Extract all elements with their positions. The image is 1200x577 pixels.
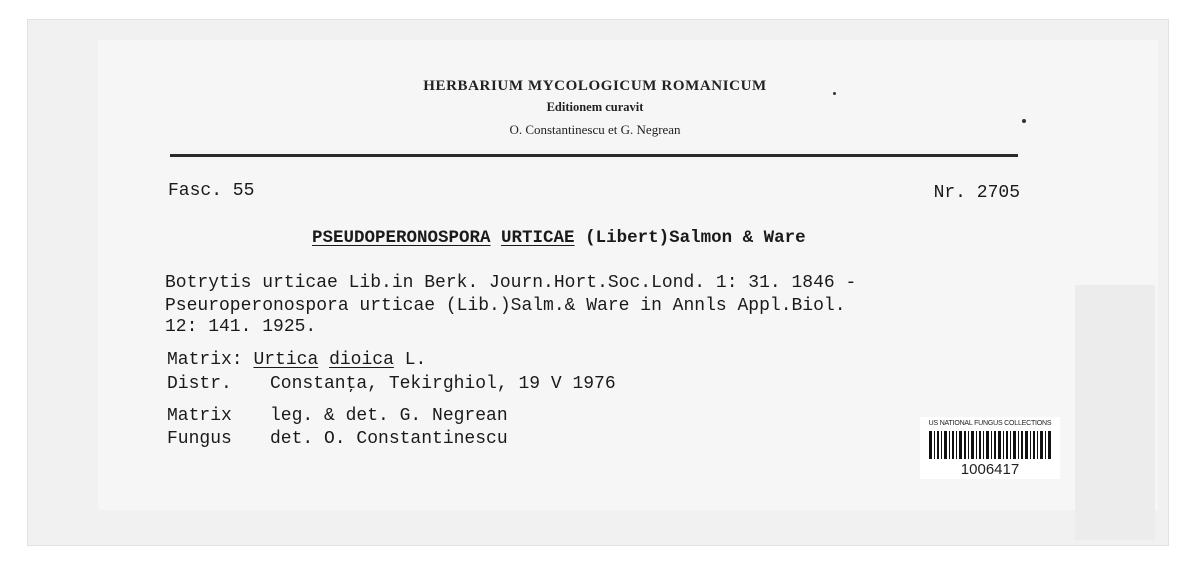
- sheet-edge-strip: [1075, 285, 1155, 540]
- matrix-author: L.: [404, 350, 427, 370]
- barcode-caption: US NATIONAL FUNGUS COLLECTIONS: [928, 420, 1052, 427]
- header-divider: [170, 154, 1018, 157]
- fungus-determiner-value: det. O. Constantinescu: [270, 429, 508, 449]
- matrix-genus: Urtica: [253, 350, 319, 370]
- speck: [1022, 119, 1026, 123]
- taxon-genus: PSEUDOPERONOSPORA: [312, 228, 491, 248]
- distribution-line: [167, 374, 616, 394]
- fungus-determiner-label: Fungus: [167, 429, 232, 449]
- herbarium-editors: O. Constantinescu et G. Negrean: [509, 122, 681, 137]
- matrix-species: dioica: [329, 350, 394, 370]
- barcode-icon: [929, 431, 1051, 459]
- matrix-collector-label: Matrix: [167, 406, 232, 426]
- speck: [833, 92, 836, 95]
- distribution-label: Distr.: [167, 374, 232, 394]
- herbarium-subtitle: Editionem curavit: [546, 100, 644, 114]
- synonym-line-1: Botrytis urticae Lib.in Berk. Journ.Hort.Soc.Lond. 1: 31. 1846 -: [165, 273, 857, 293]
- synonym-line-3: 12: 141. 1925.: [165, 317, 317, 337]
- taxon-species: URTICAE: [501, 228, 575, 248]
- matrix-line: [167, 350, 426, 370]
- fascicle-number: Fasc. 55: [168, 181, 255, 201]
- matrix-collector-line: [167, 406, 508, 426]
- taxon-name: [312, 228, 806, 248]
- fungus-determiner-line: [167, 429, 508, 449]
- matrix-label: Matrix:: [167, 350, 243, 370]
- barcode-number: 1006417: [960, 461, 1020, 478]
- barcode-label: [920, 417, 1060, 479]
- synonym-line-2: Pseuroperonospora urticae (Lib.)Salm.& Ware in Annls Appl.Biol.: [165, 296, 846, 316]
- specimen-number: Nr. 2705: [933, 183, 1020, 203]
- herbarium-title: HERBARIUM MYCOLOGICUM ROMANICUM: [423, 78, 767, 94]
- distribution-value: Constanţa, Tekirghiol, 19 V 1976: [270, 374, 616, 394]
- matrix-collector-value: leg. & det. G. Negrean: [270, 406, 508, 426]
- label-header: [330, 78, 860, 138]
- taxon-authority: (Libert)Salmon & Ware: [585, 228, 806, 248]
